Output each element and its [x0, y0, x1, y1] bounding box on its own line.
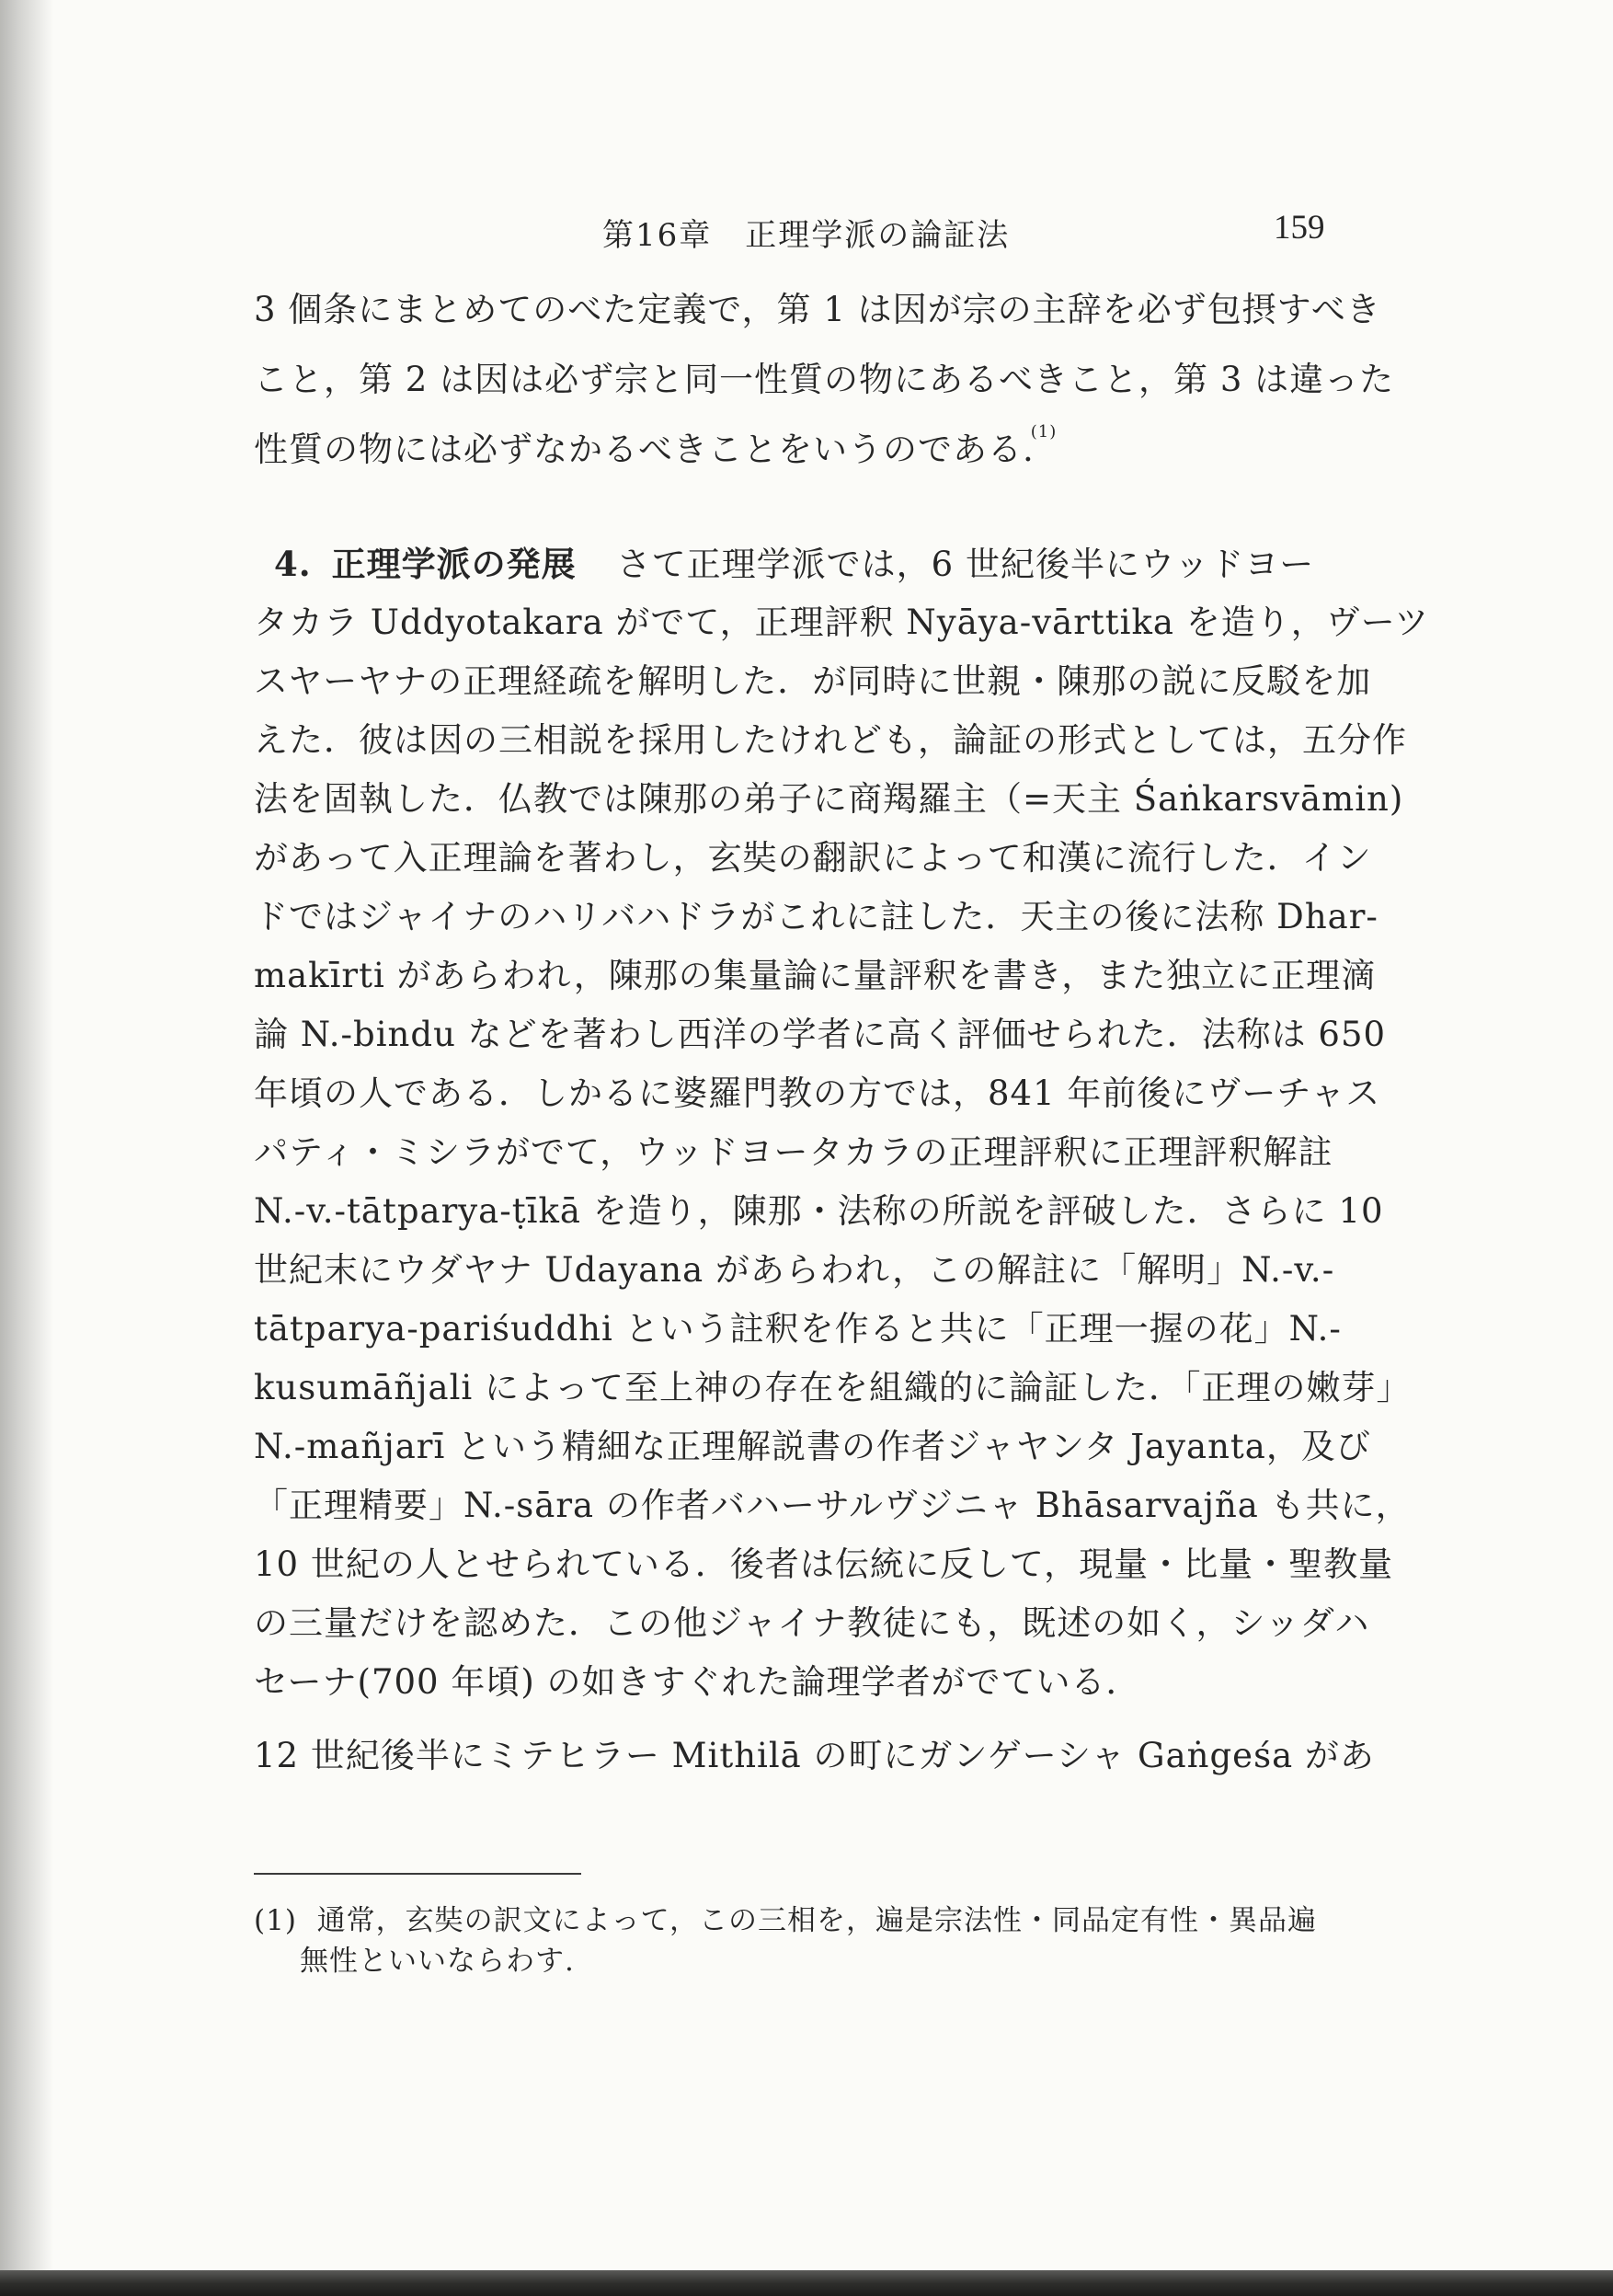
body-line: ドではジャイナのハリバハドラがこれに註した．天主の後に法称 Dhar- [254, 897, 1378, 936]
body-line: 論 N.-bindu などを著わし西洋の学者に高く評価せられた．法称は 650 [254, 1015, 1387, 1054]
section-heading-line [254, 543, 1330, 586]
footnote-rule [254, 1873, 581, 1875]
body-line: の三量だけを認めた．この他ジャイナ教徒にも，既述の如く，シッダハ [254, 1603, 1370, 1643]
scan-bottom-edge [0, 2270, 1613, 2296]
running-head: 第16章 正理学派の論証法 [602, 217, 1011, 254]
footnote-line [254, 1902, 1321, 1939]
body-line: こと，第 2 は因は必ず宗と同一性質の物にあるべきこと，第 3 は違った [254, 360, 1395, 399]
body-line: N.-v.-tātparya-ṭīkā を造り，陳那・法称の所説を評破した．さらに 10 [254, 1191, 1384, 1231]
body-line: パティ・ミシラがでて，ウッドヨータカラの正理評釈に正理評釈解註 [254, 1132, 1333, 1172]
section-number: 4. [274, 544, 312, 584]
body-line: makīrti があらわれ，陳那の集量論に量評釈を書き，また独立に正理滴 [254, 956, 1377, 995]
scan-edge-shading [0, 0, 53, 2296]
footnote-text: 通常，玄奘の訳文によって，この三相を，遍是宗法性・同品定有性・異品遍 [316, 1904, 1318, 1937]
section-title: 正理学派の発展 [331, 544, 577, 584]
body-line-text: 性質の物には必ずなかるべきことをいうのである. [254, 430, 1035, 469]
footnote-marker: (1) [254, 1904, 297, 1937]
body-line: があって入正理論を著わし，玄奘の翻訳によって和漢に流行した．イン [254, 838, 1372, 878]
body-line: kusumāñjali によって至上神の存在を組織的に論証した．「正理の嫩芽」 [254, 1368, 1412, 1407]
body-line: 法を固執した．仏教では陳那の弟子に商羯羅主（=天主 Śaṅkarsvāmin) [254, 779, 1404, 819]
body-line: スヤーヤナの正理経疏を解明した．が同時に世親・陳那の説に反駁を加 [254, 661, 1372, 701]
body-line: N.-mañjarī という精細な正理解説書の作者ジャヤンタ Jayanta，及び [254, 1427, 1371, 1466]
body-line: 3 個条にまとめてのべた定義で，第 1 は因が宗の主辞を必ず包摂すべき [254, 290, 1381, 329]
footnote-reference[interactable]: (1) [1030, 422, 1058, 442]
footnote-line: 無性といいならわす. [300, 1945, 575, 1978]
body-line: えた．彼は因の三相説を採用したけれども，論証の形式としては，五分作 [254, 720, 1407, 760]
body-line: タカラ Uddyotakara がでて，正理評釈 Nyāya-vārttika を造り，ヴーツ [254, 603, 1430, 642]
page-number: 159 [1274, 209, 1325, 247]
body-line: tātparya-pariśuddhi という註釈を作ると共に「正理一握の花」N.- [254, 1309, 1342, 1349]
body-line: 12 世紀後半にミテヒラー Mithilā の町にガンゲーシャ Gaṅgeśa があ [254, 1736, 1375, 1775]
body-line: 10 世紀の人とせられている．後者は伝統に反して，現量・比量・聖教量 [254, 1544, 1394, 1584]
body-line: セーナ(700 年頃) の如きすぐれた論理学者がでている． [254, 1662, 1141, 1702]
body-line: 「正理精要」N.-sāra の作者バハーサルヴジニャ Bhāsarvajña も共に， [254, 1486, 1411, 1525]
body-line [254, 422, 1330, 477]
body-line: 年頃の人である．しかるに婆羅門教の方では，841 年前後にヴーチャス [254, 1073, 1381, 1113]
body-line-text: さて正理学派では，6 世紀後半にウッドヨー [616, 545, 1315, 584]
body-line: 世紀末にウダヤナ Udayana があらわれ，この解註に「解明」N.-v.- [254, 1250, 1335, 1290]
